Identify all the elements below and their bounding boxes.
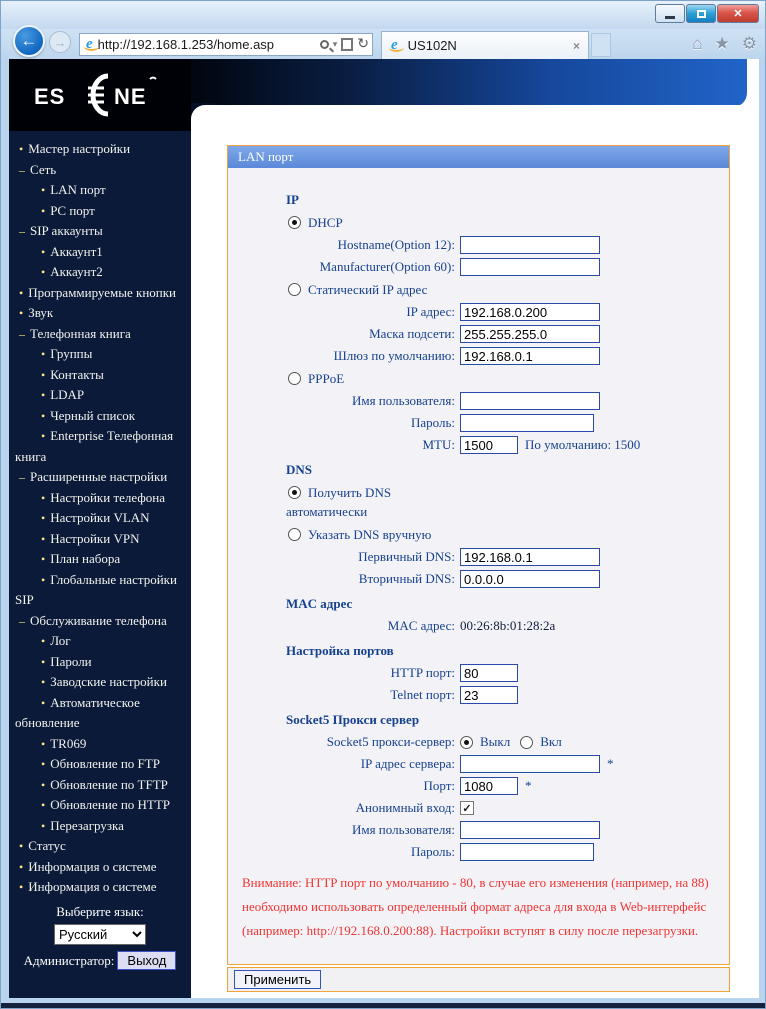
ie-icon: e — [391, 37, 398, 53]
sidebar-item[interactable] — [9, 795, 191, 816]
form-section-heading: Настройка портов — [286, 643, 394, 658]
sidebar-item-label: Enterprise Телефонная книга — [15, 428, 174, 464]
form-section-heading: DNS — [286, 462, 313, 477]
warning-note: Внимание: HTTP порт по умолчанию - 80, в случае его изменения (например, на 88) необходимо использовать определенный формат адреса для входа в Web-интерфейс (например: http://192.168.0.200:88). Настройки вступят в силу после перезагрузки. — [242, 875, 709, 938]
radio-button[interactable] — [460, 736, 473, 749]
sidebar-item-label: LDAP — [50, 387, 85, 402]
sidebar-item-label: Аккаунт2 — [50, 264, 103, 279]
sidebar-item[interactable] — [9, 303, 191, 324]
field-label: Пароль: — [410, 415, 455, 430]
tab-close-icon[interactable]: × — [572, 38, 580, 53]
sidebar-item[interactable] — [9, 426, 191, 467]
text-input[interactable] — [460, 325, 600, 343]
form-section-heading: MAC адрес — [286, 596, 353, 611]
bullet-icon: • — [41, 183, 46, 197]
sidebar-item-label: Звук — [28, 305, 54, 320]
text-input[interactable] — [460, 755, 600, 773]
sidebar-item-label: Настройки VPN — [50, 530, 140, 546]
page-content — [9, 59, 759, 998]
expanded-dash-icon: – — [19, 470, 25, 484]
bullet-icon: • — [41, 531, 46, 546]
bullet-icon: • — [41, 818, 46, 833]
chevron-down-icon[interactable]: ▾ — [332, 39, 338, 49]
sidebar-item[interactable] — [9, 816, 191, 837]
sidebar-item[interactable] — [9, 754, 191, 775]
sidebar-item[interactable] — [9, 693, 191, 734]
sidebar-item-label: Программируемые кнопки — [28, 284, 177, 300]
window-bottom-edge — [1, 1003, 766, 1008]
sidebar-item[interactable] — [9, 180, 191, 201]
sidebar-item-label: Автоматическое обновление — [15, 694, 140, 730]
sidebar-item[interactable] — [9, 734, 191, 755]
text-input[interactable] — [460, 686, 518, 704]
bullet-icon: • — [41, 429, 46, 443]
sidebar-item-label: Мастер настройки — [28, 141, 131, 156]
field-label: Telnet порт: — [390, 687, 455, 702]
sidebar-item[interactable] — [9, 836, 191, 857]
field-label: Анонимный вход: — [355, 800, 455, 815]
bullet-icon: • — [41, 572, 46, 587]
text-input[interactable] — [460, 821, 600, 839]
field-label: MAC адрес: — [387, 618, 455, 633]
tab-title: US102N — [407, 38, 457, 53]
text-input[interactable] — [460, 303, 600, 321]
bullet-icon: • — [41, 695, 46, 710]
text-input[interactable] — [460, 777, 518, 795]
sidebar-item[interactable] — [9, 857, 191, 878]
field-label: HTTP порт: — [390, 665, 455, 680]
sidebar-item[interactable] — [9, 652, 191, 673]
sidebar-item-label: Обновление по TFTP — [50, 776, 168, 792]
sidebar-item[interactable] — [9, 877, 191, 898]
bullet-icon: • — [41, 798, 46, 812]
field-label: Маска подсети: — [369, 326, 455, 341]
svg-text:NE: NE — [114, 84, 147, 109]
sidebar-item[interactable] — [9, 344, 191, 365]
sidebar-item[interactable] — [9, 221, 191, 242]
bullet-icon: • — [41, 203, 46, 218]
radio-label: Получить DNS — [308, 484, 392, 500]
admin-label: Администратор: — [23, 953, 115, 968]
sidebar-item-label: TR069 — [50, 735, 87, 751]
back-button[interactable] — [13, 25, 45, 57]
radio-button[interactable] — [288, 216, 301, 229]
bullet-icon: • — [41, 347, 46, 361]
forward-button[interactable] — [49, 31, 71, 53]
sidebar — [9, 59, 191, 998]
bullet-icon: • — [19, 142, 24, 156]
text-input[interactable] — [460, 570, 600, 588]
window-controls — [655, 4, 759, 23]
field-label: Manufacturer(Option 60): — [319, 259, 455, 274]
forward-icon: → — [53, 34, 67, 50]
sidebar-item-label: Пароли — [50, 653, 92, 669]
ie-icon: e — [86, 36, 93, 52]
title-bar[interactable] — [1, 1, 766, 29]
radio-label: PPPoE — [308, 370, 345, 386]
text-input[interactable] — [460, 548, 600, 566]
apply-bar — [227, 967, 730, 992]
gear-icon[interactable]: ⚙ — [741, 34, 757, 53]
field-label: IP адрес сервера: — [360, 756, 455, 771]
expanded-dash-icon: – — [19, 162, 25, 177]
bullet-icon: • — [41, 675, 46, 689]
compatibility-view-icon[interactable] — [341, 38, 353, 51]
back-icon: ← — [20, 31, 38, 50]
sidebar-item[interactable] — [9, 262, 191, 283]
text-input[interactable] — [460, 236, 600, 254]
text-input[interactable] — [460, 414, 594, 432]
text-input[interactable] — [460, 347, 600, 365]
field-label: Шлюз по умолчанию: — [333, 348, 455, 363]
expanded-dash-icon: – — [19, 224, 25, 238]
sidebar-item[interactable] — [9, 385, 191, 406]
bullet-icon: • — [41, 777, 46, 792]
field-suffix: По умолчанию: 1500 — [525, 437, 641, 452]
sidebar-item-label: Перезагрузка — [50, 817, 124, 833]
language-select[interactable] — [54, 924, 146, 945]
sidebar-item[interactable] — [9, 611, 191, 632]
favorites-star-icon[interactable]: ★ — [714, 34, 730, 53]
field-label: Первичный DNS: — [358, 549, 455, 564]
sidebar-item[interactable] — [9, 672, 191, 693]
field-label: Socket5 прокси-сервер: — [326, 734, 455, 749]
bullet-icon: • — [41, 367, 46, 382]
sidebar-item-label: Черный список — [50, 407, 136, 423]
bullet-icon: • — [41, 388, 46, 402]
sidebar-item[interactable] — [9, 488, 191, 509]
search-icon[interactable] — [320, 40, 329, 49]
sidebar-item-label: Настройки телефона — [50, 489, 165, 505]
text-input[interactable] — [460, 664, 518, 682]
field-suffix: * — [525, 778, 532, 793]
text-input[interactable] — [460, 258, 600, 276]
lan-port-panel — [227, 145, 730, 965]
radio-label-line2: автоматически — [286, 504, 368, 519]
sidebar-item-label: Обслуживание телефона — [30, 612, 167, 628]
bullet-icon: • — [19, 306, 24, 320]
new-tab-button[interactable] — [591, 33, 611, 57]
form-section-heading: Socket5 Прокси сервер — [286, 712, 420, 727]
radio-label: Вкл — [540, 734, 562, 749]
logout-button[interactable]: Выход — [117, 951, 176, 970]
bullet-icon: • — [41, 265, 46, 279]
sidebar-item-label: План набора — [50, 551, 121, 566]
radio-button[interactable] — [288, 486, 301, 499]
text-input[interactable] — [460, 436, 518, 454]
sidebar-item-label: Контакты — [50, 366, 104, 382]
bullet-icon: • — [19, 285, 24, 300]
text-input[interactable] — [460, 843, 594, 861]
sidebar-item[interactable] — [9, 529, 191, 550]
sidebar-item[interactable] — [9, 242, 191, 263]
sidebar-item[interactable] — [9, 631, 191, 652]
sidebar-item[interactable] — [9, 508, 191, 529]
bullet-icon: • — [19, 880, 24, 894]
address-bar[interactable] — [79, 33, 373, 56]
bullet-icon: • — [41, 408, 46, 423]
expanded-dash-icon: – — [19, 326, 25, 341]
sidebar-item-label: Расширенные настройки — [30, 469, 168, 484]
radio-label: Выкл — [480, 734, 511, 749]
sidebar-item[interactable] — [9, 467, 191, 488]
sidebar-item-label: Настройки VLAN — [50, 510, 150, 525]
sidebar-item-label: PC порт — [50, 202, 95, 218]
sidebar-item-label: Обновление по FTP — [50, 756, 160, 771]
bullet-icon: • — [19, 839, 24, 853]
sidebar-item-label: Заводские настройки — [50, 674, 167, 689]
bullet-icon: • — [41, 654, 46, 669]
bullet-icon: • — [41, 736, 46, 751]
svg-text:ES: ES — [34, 84, 66, 109]
browser-tab[interactable] — [381, 31, 589, 59]
refresh-icon[interactable]: ↻ — [357, 37, 369, 52]
bullet-icon: • — [41, 634, 46, 648]
field-label: Имя пользователя: — [351, 822, 455, 837]
minimize-icon — [665, 16, 675, 19]
checkbox[interactable]: ✓ — [460, 801, 474, 815]
bullet-icon: • — [41, 511, 46, 525]
sidebar-item[interactable] — [9, 283, 191, 304]
minimize-button[interactable] — [655, 4, 685, 23]
sidebar-item[interactable] — [9, 570, 191, 611]
form-section-heading: IP — [286, 192, 299, 207]
field-label: Hostname(Option 12): — [337, 237, 455, 252]
sidebar-item-label: SIP аккаунты — [30, 223, 103, 238]
static-value: 00:26:8b:01:28:2a — [460, 618, 556, 633]
radio-label: DHCP — [308, 214, 343, 230]
sidebar-item-label: Аккаунт1 — [50, 243, 103, 259]
sidebar-item-label: LAN порт — [50, 182, 106, 197]
sidebar-item[interactable] — [9, 406, 191, 427]
sidebar-item-label: Лог — [50, 633, 71, 648]
bullet-icon: • — [41, 552, 46, 566]
radio-label: Статический IP адрес — [308, 281, 428, 297]
sidebar-menu — [9, 131, 191, 898]
field-label: Порт: — [423, 778, 455, 793]
panel-title: LAN порт — [228, 146, 729, 168]
sidebar-item[interactable] — [9, 139, 191, 160]
sidebar-item-label: Глобальные настройки SIP — [15, 571, 177, 607]
sidebar-item-label: Информация о системе — [28, 879, 157, 894]
header-banner — [191, 59, 747, 107]
close-icon: ✕ — [733, 8, 743, 20]
sidebar-item-label: Группы — [50, 346, 93, 361]
navigation-bar — [1, 29, 766, 59]
close-button[interactable] — [717, 4, 759, 23]
maximize-button[interactable] — [686, 4, 716, 23]
url-text[interactable]: http://192.168.1.253/home.asp — [97, 37, 275, 52]
sidebar-item-label: Телефонная книга — [30, 325, 131, 341]
bullet-icon: • — [41, 757, 46, 771]
lan-port-form — [228, 168, 729, 964]
sidebar-item-label: Информация о системе — [28, 858, 157, 874]
expanded-dash-icon: – — [19, 613, 25, 628]
sidebar-item[interactable] — [9, 549, 191, 570]
bullet-icon: • — [19, 859, 24, 874]
radio-button[interactable] — [288, 283, 301, 296]
escene-logo — [9, 59, 191, 131]
sidebar-item[interactable] — [9, 365, 191, 386]
bullet-icon: • — [41, 490, 46, 505]
sidebar-item-label: Сеть — [30, 161, 57, 177]
field-label: Пароль: — [410, 844, 455, 859]
radio-button[interactable] — [288, 528, 301, 541]
apply-button[interactable]: Применить — [234, 970, 321, 989]
field-label: MTU: — [422, 437, 455, 452]
home-icon[interactable]: ⌂ — [692, 34, 703, 53]
radio-label: Указать DNS вручную — [308, 526, 432, 542]
maximize-icon — [697, 10, 706, 18]
field-label: IP адрес: — [406, 304, 455, 319]
radio-button[interactable] — [288, 372, 301, 385]
text-input[interactable] — [460, 392, 600, 410]
radio-button[interactable] — [520, 736, 533, 749]
bullet-icon: • — [41, 244, 46, 259]
sidebar-item[interactable] — [9, 324, 191, 345]
field-suffix: * — [607, 756, 614, 771]
language-label: Выберите язык: — [56, 904, 144, 919]
sidebar-item[interactable] — [9, 201, 191, 222]
main-content-area — [191, 105, 759, 998]
field-label: Вторичный DNS: — [358, 571, 455, 586]
sidebar-item[interactable] — [9, 775, 191, 796]
field-label: Имя пользователя: — [351, 393, 455, 408]
sidebar-item[interactable] — [9, 160, 191, 181]
sidebar-item-label: Обновление по HTTP — [50, 797, 171, 812]
sidebar-item-label: Статус — [28, 838, 66, 853]
